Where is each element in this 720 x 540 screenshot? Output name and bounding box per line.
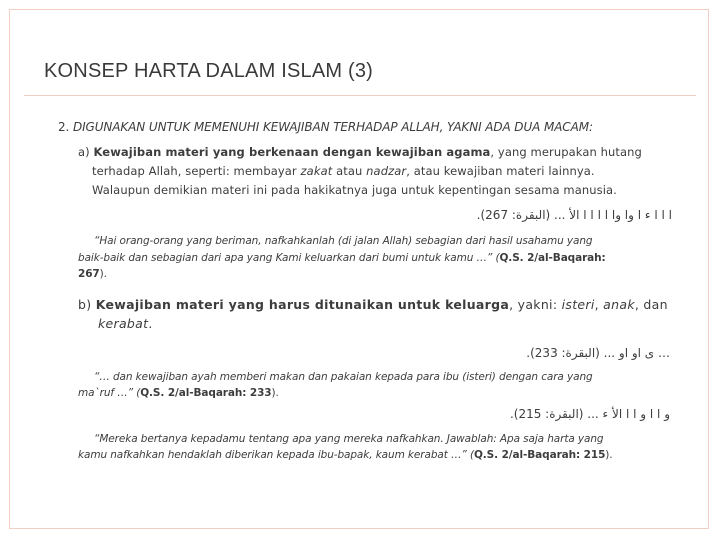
arabic-verse-233: … ى او او ... (البقرة: 233). — [526, 346, 670, 360]
reference-215-close: ). — [605, 449, 613, 461]
translation-267-line3 — [78, 268, 107, 280]
point-a-rest: , yang merupakan hutang — [490, 145, 642, 159]
point-b-comma: , — [594, 297, 604, 312]
point-a-line3: Walaupun demikian materi ini pada hakikatnya juga untuk kepentingan sesama manusia. — [92, 183, 617, 197]
point-a-bold: Kewajiban materi yang berkenaan dengan kewajiban agama — [93, 145, 491, 159]
point-a-prefix: a) — [78, 145, 94, 159]
reference-close: ). — [99, 268, 107, 280]
point-a-line2-end: , atau kewajiban materi lainnya. — [406, 164, 595, 178]
nadzar-term: nadzar — [366, 164, 407, 178]
translation-233-text: ma`ruf …” ( — [78, 387, 141, 399]
anak-term: anak — [603, 297, 635, 312]
point-b-line2 — [98, 316, 153, 331]
isteri-term: isteri — [561, 297, 595, 312]
point-b-bold: Kewajiban materi yang harus ditunaikan untuk keluarga — [95, 297, 510, 312]
translation-215-line1: “Mereka bertanya kepadamu tentang apa yang mereka nafkahkan. Jawablah: Apa saja harta yang — [94, 433, 604, 445]
reference-233-close: ). — [271, 387, 279, 399]
reference-surah: Q.S. 2/al-Baqarah: — [499, 252, 606, 264]
reference-233: Q.S. 2/al-Baqarah: 233 — [140, 387, 272, 399]
point-b-period: . — [148, 316, 153, 331]
translation-215-line2 — [78, 449, 613, 461]
point-a-line2-start: terhadap Allah, seperti: membayar — [92, 164, 301, 178]
point-b-line1 — [78, 297, 668, 312]
translation-267-text: baik-baik dan sebagian dari apa yang Kami keluarkan dari bumi untuk kamu …” ( — [78, 252, 500, 264]
arabic-verse-215: و ا ا و ا ا الأ ء ... (البقرة: 215). — [509, 407, 670, 421]
reference-215: Q.S. 2/al-Baqarah: 215 — [473, 449, 606, 461]
translation-233-line2 — [78, 387, 279, 399]
heading-number: 2. — [58, 120, 73, 134]
point-b-mid: , yakni: — [509, 297, 562, 312]
point-a-line2 — [92, 164, 595, 178]
point-a-line1 — [78, 145, 642, 159]
heading-tail: , YAKNI ADA DUA MACAM: — [439, 120, 593, 134]
point-a-atau: atau — [332, 164, 367, 178]
section-heading — [58, 120, 593, 134]
zakat-term: zakat — [300, 164, 333, 178]
arabic-verse-267: ا ا ا ء ا وا وا ا ا ا ا الأ ... (البقرة: 267). — [476, 208, 672, 222]
translation-267-line1: “Hai orang-orang yang beriman, nafkahkanlah (di jalan Allah) sebagian dari hasil usahamu yang — [94, 235, 593, 247]
translation-215-text: kamu nafkahkan hendaklah diberikan kepada ibu-bapak, kaum kerabat …” ( — [78, 449, 474, 461]
translation-233-line1: “… dan kewajiban ayah memberi makan dan pakaian kepada para ibu (isteri) dengan cara yang — [94, 371, 593, 383]
heading-text: DIGUNAKAN UNTUK MEMENUHI KEWAJIBAN TERHADAP ALLAH — [72, 120, 440, 134]
translation-267-line2 — [78, 252, 606, 264]
reference-verse-267: 267 — [78, 268, 100, 280]
point-b-prefix: b) — [78, 297, 96, 312]
kerabat-term: kerabat — [98, 316, 149, 331]
point-b-dan: , dan — [634, 297, 668, 312]
slide-title: KONSEP HARTA DALAM ISLAM (3) — [44, 60, 374, 82]
